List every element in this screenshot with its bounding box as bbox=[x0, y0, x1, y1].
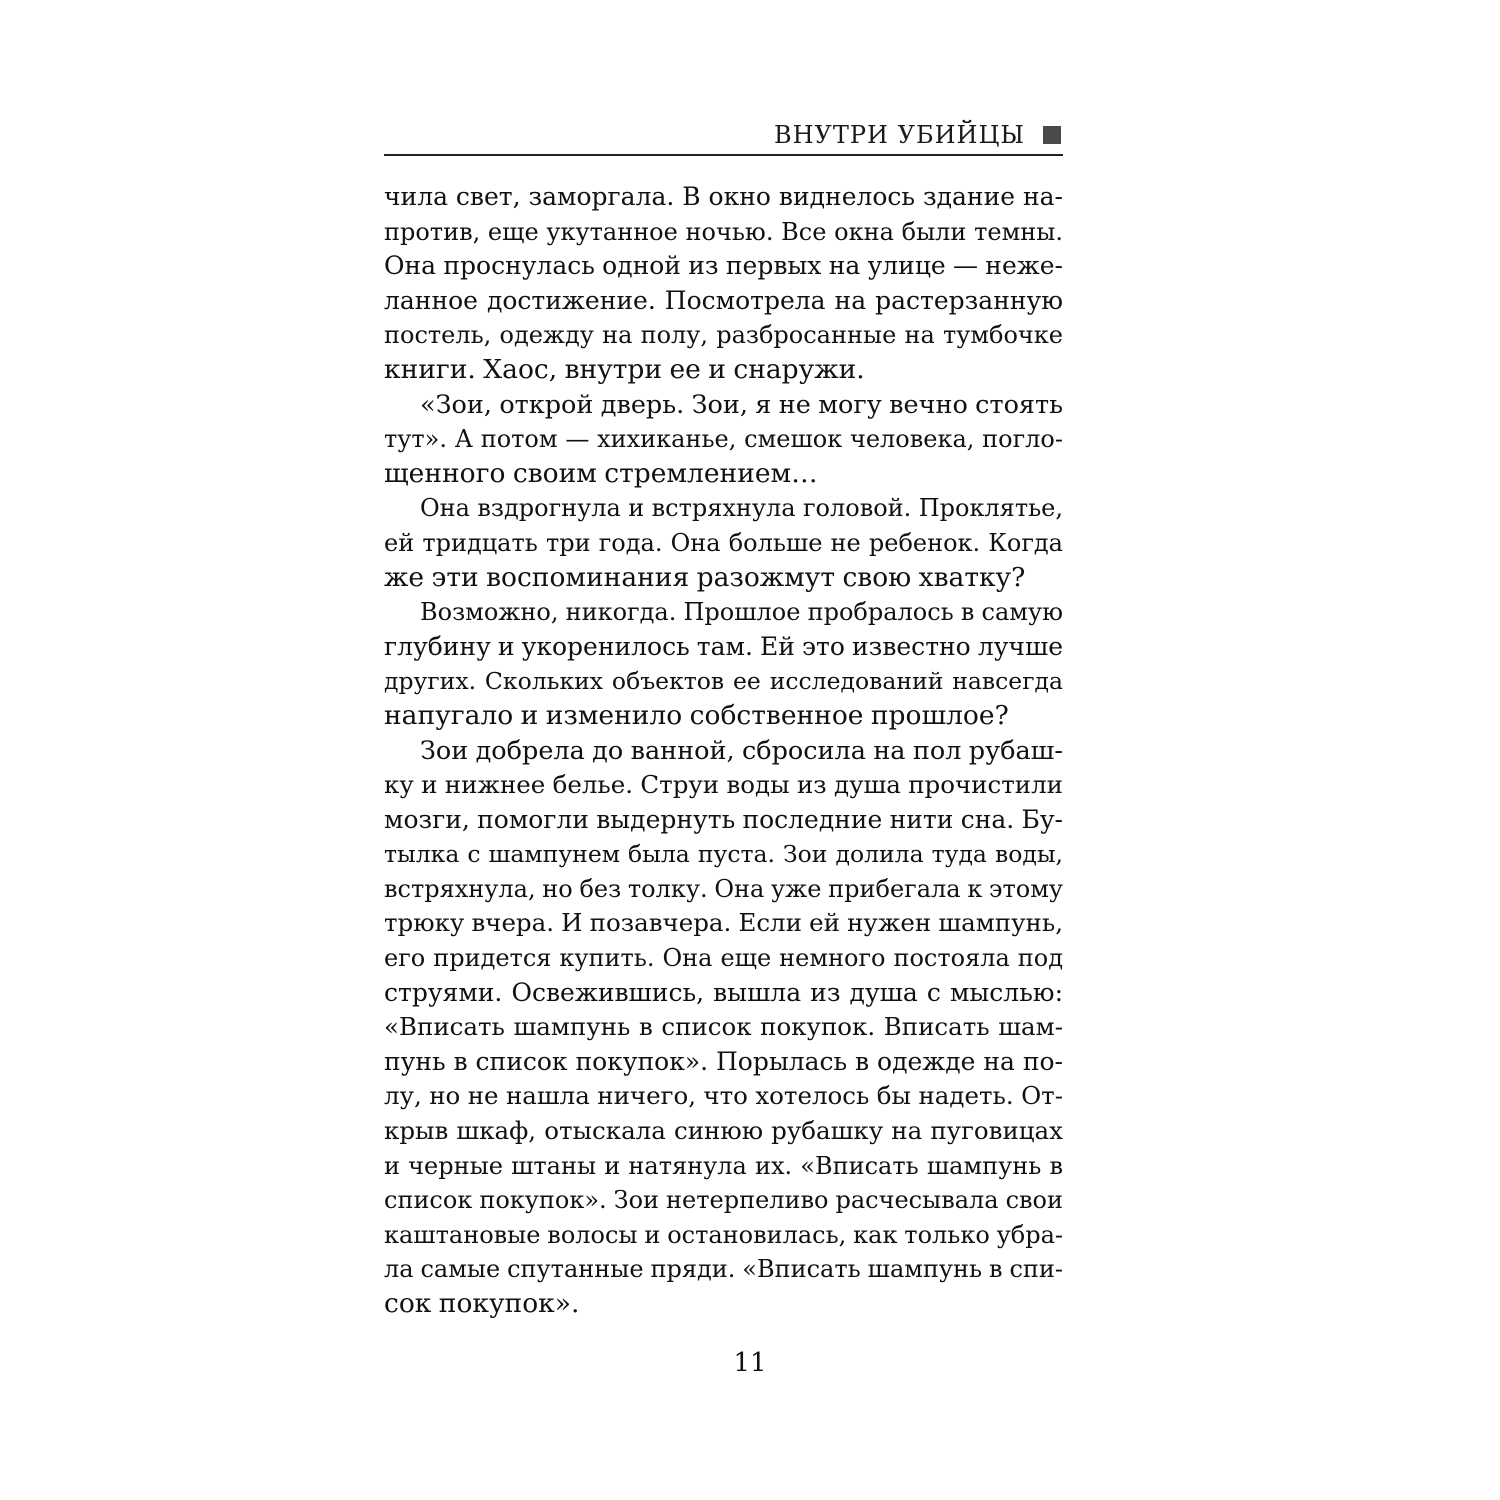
text-line: Она вздрогнула и встряхнула головой. Проклятье, bbox=[420, 494, 1063, 523]
text-line: его придется купить. Она еще немного постояла под bbox=[384, 944, 1063, 973]
text-line: «Вписать шампунь в список покупок. Вписать шам- bbox=[384, 1012, 1063, 1042]
text-line: ланное достижение. Посмотрела на растерзанную bbox=[384, 285, 1063, 315]
text-line: других. Скольких объектов ее исследований навсегда bbox=[384, 667, 1063, 696]
text-line: крыв шкаф, отыскала синюю рубашку на пуговицах bbox=[384, 1116, 1063, 1146]
text-line: же эти воспоминания разожмут свою хватку? bbox=[384, 561, 1026, 593]
text-line: Она проснулась одной из первых на улице — неже- bbox=[384, 251, 1063, 281]
square-marker-icon bbox=[1043, 126, 1061, 144]
text-line: список покупок». Зои нетерпеливо расчесывала свои bbox=[384, 1186, 1063, 1215]
text-line: глубину и укоренилось там. Ей это известно лучше bbox=[384, 631, 1063, 661]
text-line: Возможно, никогда. Прошлое пробралось в самую bbox=[420, 598, 1063, 627]
text-line: встряхнула, но без толку. Она уже прибегала к этому bbox=[384, 874, 1063, 903]
text-line: Зои добрела до ванной, сбросила на пол рубаш- bbox=[420, 735, 1063, 766]
text-line: чила свет, заморгала. В окно виднелось здание на- bbox=[384, 182, 1063, 211]
running-head bbox=[384, 116, 1063, 156]
text-line: и черные штаны и натянула их. «Вписать шампунь в bbox=[384, 1151, 1063, 1180]
body-text bbox=[384, 180, 1063, 1322]
text-line: мозги, помогли выдернуть последние нити сна. Бу- bbox=[384, 804, 1063, 834]
text-line: каштановые волосы и остановилась, как только убра- bbox=[384, 1220, 1063, 1249]
page-number: 11 bbox=[733, 1348, 767, 1378]
text-line: пунь в список покупок». Порылась в одежде на по- bbox=[384, 1046, 1063, 1076]
text-line: ку и нижнее белье. Струи воды из душа прочистили bbox=[384, 770, 1063, 800]
text-line: щенного своим стремлением… bbox=[384, 457, 818, 489]
text-line: ла самые спутанные пряди. «Вписать шампунь в спи- bbox=[384, 1255, 1063, 1284]
text-line: «Зои, открой дверь. Зои, я не могу вечно стоять bbox=[420, 389, 1063, 420]
text-line: трюку вчера. И позавчера. Если ей нужен шампунь, bbox=[384, 908, 1063, 938]
text-line: напугало и изменило собственное прошлое? bbox=[384, 699, 1009, 731]
text-line: лу, но не нашла ничего, что хотелось бы надеть. От- bbox=[384, 1081, 1063, 1111]
text-line: постель, одежду на полу, разбросанные на тумбочке bbox=[384, 321, 1063, 350]
running-head-title: ВНУТРИ УБИЙЦЫ bbox=[773, 121, 1025, 149]
text-line: ей тридцать три года. Она больше не ребенок. Когда bbox=[384, 528, 1063, 557]
text-line: струями. Освежившись, вышла из душа с мыслью: bbox=[384, 977, 1063, 1007]
text-line: книги. Хаос, внутри ее и снаружи. bbox=[384, 353, 865, 385]
text-line: сок покупок». bbox=[384, 1288, 580, 1319]
text-line: против, еще укутанное ночью. Все окна были темны. bbox=[384, 217, 1063, 246]
text-line: тылка с шампунем была пуста. Зои долила туда воды, bbox=[384, 840, 1063, 869]
text-line: тут». А потом — хихиканье, смешок человека, погло- bbox=[384, 425, 1063, 454]
